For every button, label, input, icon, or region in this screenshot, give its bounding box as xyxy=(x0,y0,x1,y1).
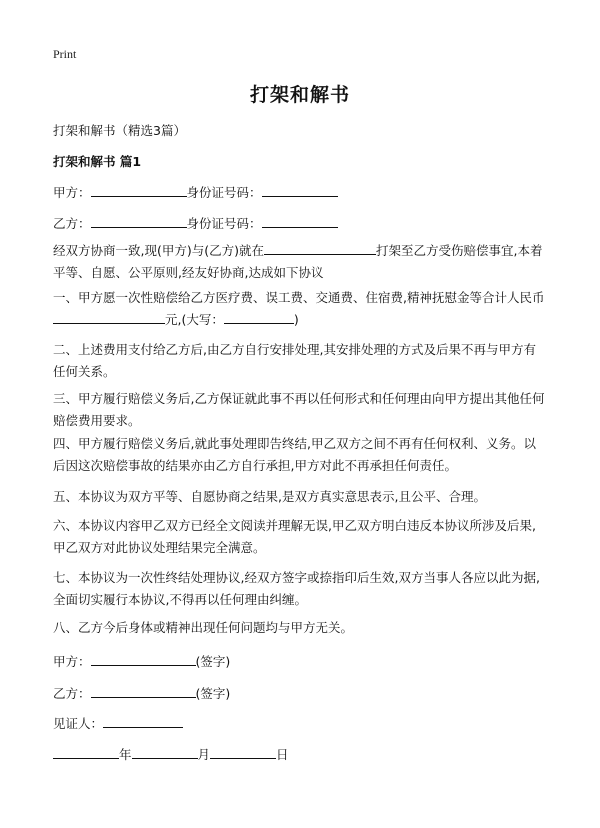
party-a-label: 甲方： xyxy=(53,185,91,200)
day-blank xyxy=(210,745,276,759)
party-a-id-label: 身份证号码： xyxy=(186,185,262,200)
year-label: 年 xyxy=(119,747,132,762)
section-heading: 打架和解书 篇1 xyxy=(53,154,142,169)
intro-text-after: 打架至乙方受伤赔偿事宜,本着平等、自愿、公平原则,经友好协商,达成如下协议 xyxy=(53,243,543,280)
amount-blank xyxy=(53,310,165,324)
clause-1-capital-label: 元,(大写： xyxy=(165,312,224,327)
year-blank xyxy=(53,745,119,759)
party-b-label: 乙方： xyxy=(53,216,91,231)
clause-4: 四、甲方履行赔偿义务后,就此事处理即告终结,甲乙双方之间不再有任何权利、义务。以后因这次赔偿事故的结果亦由乙方自行承担,甲方对此不再承担任何责任。 xyxy=(53,436,536,473)
sign-party-b-label: 乙方： xyxy=(53,686,91,701)
witness-blank xyxy=(103,714,183,728)
clause-1-text: 一、甲方愿一次性赔偿给乙方医疗费、误工费、交通费、住宿费,精神抚慰金等合计人民币 xyxy=(53,290,545,305)
clause-2: 二、上述费用支付给乙方后,由乙方自行安排处理,其安排处理的方式及后果不再与甲方有任何关系。 xyxy=(53,342,536,379)
date-line xyxy=(53,745,289,763)
document-subtitle: 打架和解书（精选3篇） xyxy=(53,123,186,138)
party-a-signature-line xyxy=(53,652,230,670)
witness-line xyxy=(53,714,183,732)
party-b-signature-line xyxy=(53,684,230,702)
location-blank xyxy=(264,241,376,255)
clause-1-close: ) xyxy=(293,312,299,327)
intro-paragraph xyxy=(53,240,547,284)
document-title: 打架和解书 xyxy=(249,84,350,106)
month-blank xyxy=(132,745,198,759)
party-b-line xyxy=(53,214,338,232)
party-b-id-blank xyxy=(262,214,338,228)
month-label: 月 xyxy=(197,747,211,762)
print-link[interactable]: Print xyxy=(53,47,77,61)
party-a-id-blank xyxy=(262,183,338,197)
amount-capital-blank xyxy=(224,310,294,324)
party-b-sign-suffix: (签字) xyxy=(195,686,231,701)
party-b-name-blank xyxy=(91,214,187,228)
clause-6: 六、本协议内容甲乙双方已经全文阅读并理解无误,甲乙双方明白违反本协议所涉及后果,甲乙双方对此协议处理结果完全满意。 xyxy=(53,518,536,555)
party-a-name-blank xyxy=(91,183,187,197)
day-label: 日 xyxy=(276,747,289,762)
clause-8: 八、乙方今后身体或精神出现任何问题均与甲方无关。 xyxy=(53,620,354,635)
intro-text-before: 经双方协商一致,现(甲方)与(乙方)就在 xyxy=(53,243,264,258)
party-b-signature-blank xyxy=(91,684,196,698)
clause-5: 五、本协议为双方平等、自愿协商之结果,是双方真实意思表示,且公平、合理。 xyxy=(53,489,486,504)
clause-7: 七、本协议为一次性终结处理协议,经双方签字或捺指印后生效,双方当事人各应以此为据,全面切实履行本协议,不得再以任何理由纠缠。 xyxy=(53,570,540,607)
sign-party-a-label: 甲方： xyxy=(53,654,91,669)
party-a-signature-blank xyxy=(91,652,196,666)
party-a-sign-suffix: (签字) xyxy=(195,654,231,669)
clause-3: 三、甲方履行赔偿义务后,乙方保证就此事不再以任何形式和任何理由向甲方提出其他任何赔偿费用要求。 xyxy=(53,391,545,428)
party-b-id-label: 身份证号码： xyxy=(186,216,262,231)
witness-label: 见证人： xyxy=(53,716,104,731)
clause-1 xyxy=(53,287,547,331)
party-a-line xyxy=(53,183,338,201)
